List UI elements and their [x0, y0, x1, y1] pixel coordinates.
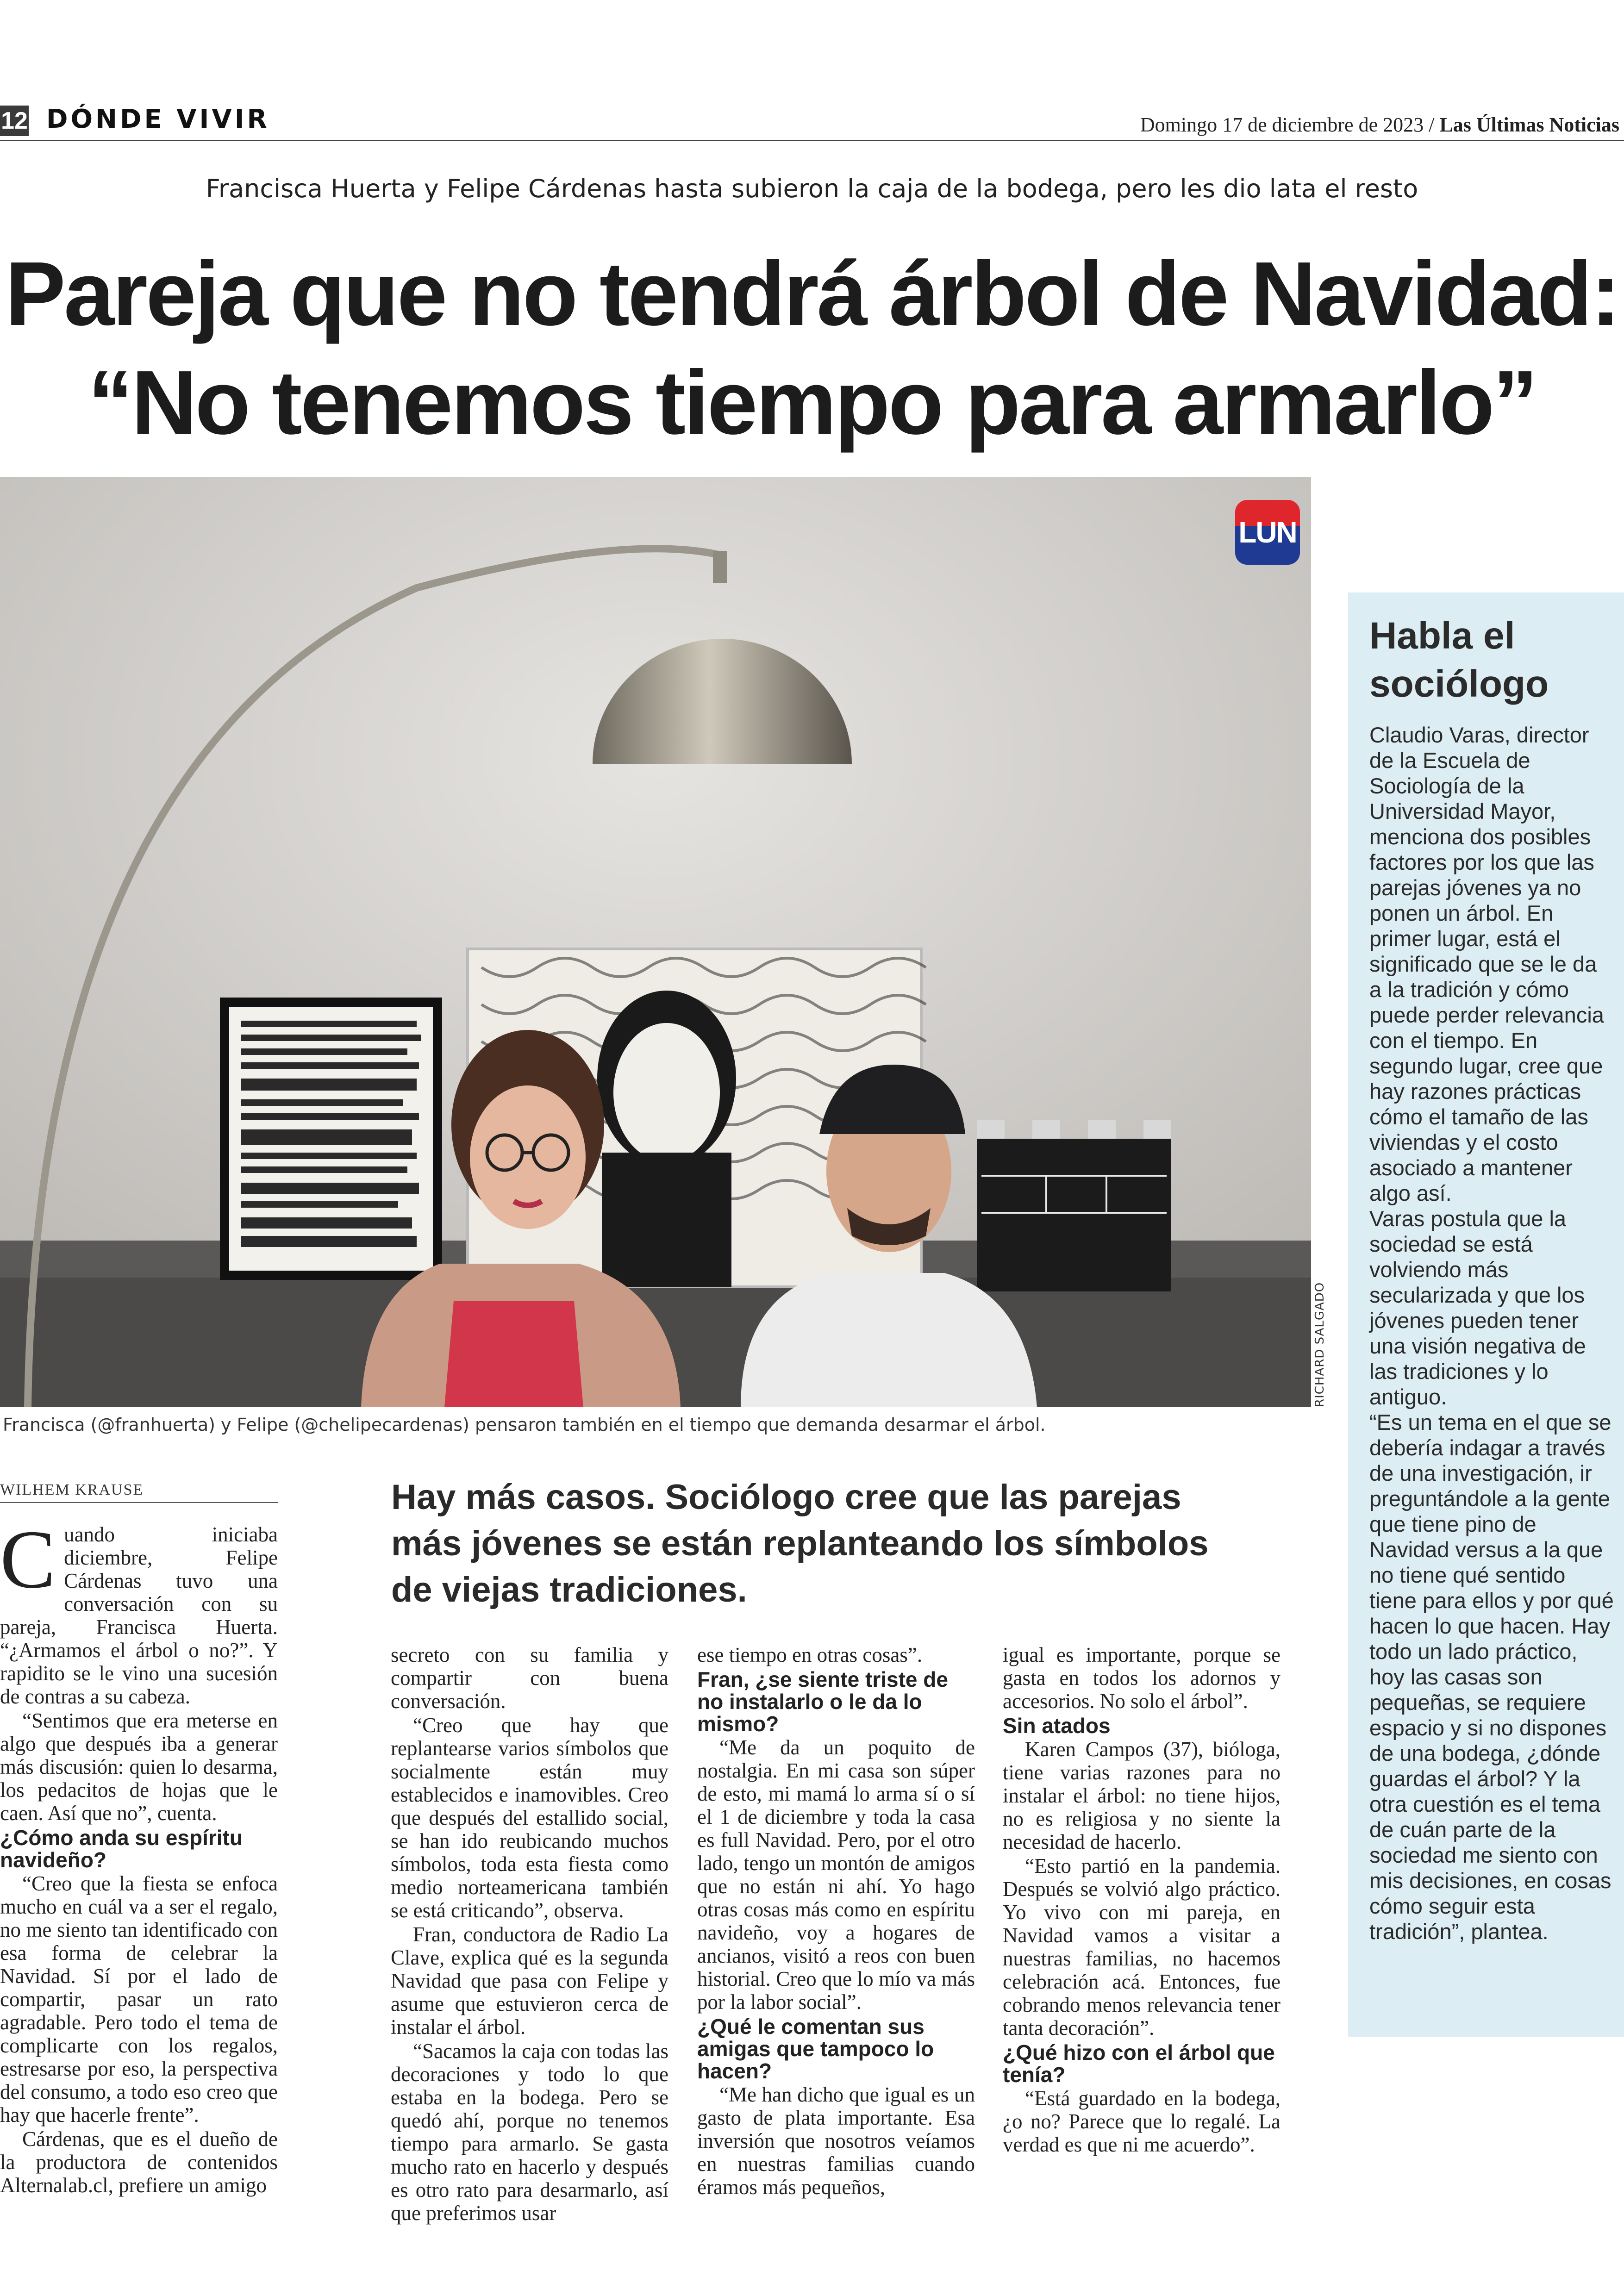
body-paragraph: igual es importante, porque se gasta en todos los adornos y accesorios. No solo el árbol”.: [1003, 1643, 1280, 1713]
section-name: DÓNDE VIVIR: [46, 104, 270, 134]
sidebar-body: [1369, 722, 1614, 1944]
kicker: Francisca Huerta y Felipe Cárdenas hasta subieron la caja de la bodega, pero les dio lata el resto: [206, 174, 1418, 203]
interview-question: ¿Qué hizo con el árbol que tenía?: [1003, 2040, 1275, 2087]
sidebar-title: Habla el sociólogo: [1369, 615, 1549, 705]
issue-date: Domingo 17 de diciembre de 2023: [1140, 113, 1424, 136]
interview-question: Fran, ¿se siente triste de no instalarlo o le da lo mismo?: [697, 1667, 948, 1736]
body-paragraph: “Esto partió en la pandemia. Después se volvió algo práctico. Yo vivo con mi pareja, en Navidad vamos a visitar a nuestras familias, no hacemos celebración acá. Entonces, fue cobrando menos relevancia tener tanta decoración”.: [1003, 1854, 1280, 2039]
header-rule: [0, 140, 1624, 141]
body-column-2: [391, 1643, 668, 2226]
dateline-separator: /: [1424, 113, 1440, 136]
body-paragraph: “Creo que hay que replantearse varios símbolos que socialmente están muy establecidos e inamovibles. Creo que después del estallido social, se han ido reubicando muchos símbolos, toda esta fiesta como medio norteamericana también se está criticando”, observa.: [391, 1714, 668, 1922]
drop-cap: C: [0, 1513, 56, 1605]
body-column-4: [1003, 1643, 1280, 2157]
body-column-3: [697, 1643, 975, 2200]
dateline: [1140, 112, 1619, 138]
body-column-1: [0, 1513, 278, 2198]
body-paragraph: “Sacamos la caja con todas las decoraciones y todo lo que estaba en la bodega. Pero se quedó ahí, porque no tenemos tiempo para armarlo. Se gasta mucho rato en hacerlo y después es otro rato para desarmarlo, así que preferimos usar: [391, 2039, 668, 2225]
photo-caption: Francisca (@franhuerta) y Felipe (@chelipecardenas) pensaron también en el tiempo que demanda desarmar el árbol.: [3, 1415, 1046, 1435]
body-paragraph: ese tiempo en otras cosas”.: [697, 1643, 923, 1666]
body-paragraph: uando iniciaba diciembre, Felipe Cárdenas tuvo una conversación con su pareja, Francisca Huerta. “¿Armamos el árbol o no?”. Y rapidito se le vino una sucesión de contras a su cabeza.: [0, 1523, 278, 1708]
article-deck: Hay más casos. Sociólogo cree que las parejas más jóvenes se están replanteando los símbolos de viejas tradiciones.: [391, 1478, 1209, 1609]
article-photo: [0, 477, 1311, 1407]
body-paragraph: Karen Campos (37), bióloga, tiene varias razones para no instalar el árbol: no tiene hijos, no es religiosa y no siente la necesidad de hacerlo.: [1003, 1738, 1280, 1853]
sidebar-paragraph: Varas postula que la sociedad se está volviendo más secularizada y que los jóvenes pueden tener una visión negativa de las tradiciones y lo antiguo.: [1369, 1206, 1586, 1409]
byline: WILHEM KRAUSE: [0, 1481, 144, 1498]
body-paragraph: “Sentimos que era meterse en algo que después iba a generar más discusión: quien lo desarma, los pedacitos de hojas que le caen. Así que no”, cuenta.: [0, 1709, 278, 1825]
body-paragraph: “Está guardado en la bodega, ¿o no? Parece que lo regalé. La verdad es que ni me acuerdo”.: [1003, 2087, 1280, 2156]
interview-question: ¿Cómo anda su espíritu navideño?: [0, 1826, 243, 1872]
byline-rule: [0, 1502, 278, 1503]
body-paragraph: “Me da un poquito de nostalgia. En mi casa son súper de esto, mi mamá lo arma sí o sí el 1 de diciembre y toda la casa es full Navidad. Pero, por el otro lado, tengo un montón de amigos que no están ni ahí. Yo hago otras cosas más como en espíritu navideño, voy a hogares de ancianos, visitó a reos con buen historial. Creo que lo mío va más por la labor social”.: [697, 1736, 975, 2014]
headline-line-1: Pareja que no tendrá árbol de Navidad:: [5, 243, 1619, 344]
sidebar-box: [1348, 592, 1624, 2037]
body-paragraph: “Me han dicho que igual es un gasto de plata importante. Esa inversión que nosotros veíamos en nuestras familias cuando éramos más pequeños,: [697, 2083, 975, 2199]
subheading: Sin atados: [1003, 1714, 1111, 1738]
newspaper-name: Las Últimas Noticias: [1439, 113, 1619, 136]
lun-logo: LUN: [1235, 500, 1300, 565]
page-number: 12: [0, 106, 29, 136]
sidebar-paragraph: Claudio Varas, director de la Escuela de Sociología de la Universidad Mayor, menciona dos posibles factores por los que las parejas jóvenes ya no ponen un árbol. En primer lugar, está el significado que se le da a la tradición y cómo puede perder relevancia con el tiempo. En segundo lugar, cree que hay razones prácticas cómo el tamaño de las viviendas y el costo asociado a mantener algo así.: [1369, 723, 1604, 1205]
body-paragraph: secreto con su familia y compartir con buena conversación.: [391, 1643, 668, 1713]
body-paragraph: “Creo que la fiesta se enfoca mucho en cuál va a ser el regalo, no me siento tan identificado con esa forma de celebrar la Navidad. Sí por el lado de compartir, pasar un rato agradable. Pero todo el tema de complicarte con los regalos, estresarse por eso, la perspectiva del consumo, a todo eso creo que hay que hacerle frente”.: [0, 1872, 278, 2127]
body-paragraph: Cárdenas, que es el dueño de la productora de contenidos Alternalab.cl, prefiere un amigo: [0, 2127, 278, 2197]
photo-credit: RICHARD SALGADO: [1313, 1282, 1327, 1407]
headline-line-2: “No tenemos tiempo para armarlo”: [87, 352, 1537, 453]
interview-question: ¿Qué le comentan sus amigas que tampoco lo hacen?: [697, 2014, 934, 2083]
body-paragraph: Fran, conductora de Radio La Clave, explica qué es la segunda Navidad que pasa con Felipe y asume que estuvieron cerca de instalar el árbol.: [391, 1923, 668, 2039]
sidebar-paragraph: “Es un tema en el que se debería indagar a través de una investigación, ir preguntándole a la gente que tiene pino de Navidad versus a la que no tiene qué sentido tiene para ellos y por qué hacen lo que hacen. Hay todo un lado práctico, hoy las casas son pequeñas, se requiere espacio y si no dispones de una bodega, ¿dónde guardas el árbol? Y la otra cuestión es el tema de cuán parte de la sociedad me siento con mis decisiones, en cosas cómo seguir esta tradición”, plantea.: [1369, 1410, 1614, 1944]
